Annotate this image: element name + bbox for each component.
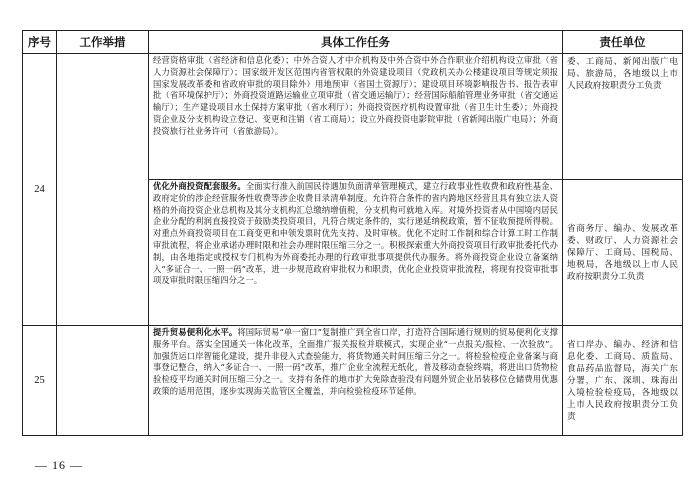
row-task xyxy=(149,180,563,326)
row-number: 24 xyxy=(23,54,57,326)
row-unit: 委、工商局、新闻出版广电局、旅游局，各地级以上市人民政府按职责分工负责 xyxy=(563,54,683,180)
task-title: 提升贸易便利化水平。 xyxy=(153,327,238,337)
header-task: 具体工作任务 xyxy=(149,31,563,54)
page-number: — 16 — xyxy=(35,458,83,472)
header-unit: 责任单位 xyxy=(563,31,683,54)
row-measure xyxy=(57,54,149,326)
task-text: 经营资格审批（省经济和信息化委）；中外合资人才中介机构及中外合资中外合作职业介绍机构设立审批（省人力资源社会保障厅）；国家级开发区范围内省管权限的外资建设项目（党政机关办公楼建设项目等规定须报国家发展改革委和省政府审批的项目除外）用地预审（省国土资源厅）；建设项目环境影响报告书、报告表审批（省环境保护厅）；外商投资道路运输业立项审批（省交通运输厅）；经营国际船舶管理业务审批（省交通运输厅）；生产建设项目水土保持方案审批（省水利厅）；外商投资医疗机构设置审批（省卫生计生委）；外商投资企业及分支机构设立登记、变更和注销（省工商局）；设立外商投资电影院审批（省新闻出版广电局）；外商投资旅行社业务许可（省旅游局）。 xyxy=(153,55,558,136)
task-title: 优化外商投资配套服务。 xyxy=(153,181,246,191)
task-text: 将国际贸易“单一窗口”复制推广到全省口岸，打造符合国际通行规则的贸易便利化支撑服务平台。落实全国通关一体化改革，全面推广报关报检并联模式，实现企业“一点报关/报检、一次验放”。加强货运口岸智能化建设，提升非侵入式查验能力，将货物通关时间压缩三分之一。将检验检疫企业备案与商事登记整合，纳入“多证合一、一照一码”改革，推广企业全流程无纸化，普及移动查验终端，将进出口货物检验检疫平均通关时间压缩三分之一。支持有条件的地市扩大免除查验没有问题外贸企业吊装移位仓储费用优惠政策的适用范围，逐步实现海关监管区全覆盖，并向检验检疫环节延伸。 xyxy=(153,327,558,396)
task-text: 全面实行准入前国民待遇加负面清单管理模式，建立行政事业性收费和政府性基金、政府定价的涉企经营服务性收费等涉企收费目录清单制度。允许符合条件的省内跨地区经营且具有独立法人资格的外商投资企业总机构及其分支机构汇总缴纳增值税，分支机构可就地入库。对境外投资者从中国境内居民企业分配的利润直接投资于鼓励类投资项目，凡符合规定条件的，实行递延纳税政策，暂不征收预提所得税。对重点外商投资项目在工商变更和申领发票时优先支持、及时审核。优化不定时工作制和综合计算工时工作制审批流程，将企业承诺办理时限和社会办理时限压缩三分之一。积极探索重大外商投资项目行政审批委托代办制，由各地指定或授权专门机构为外商委托办理的行政审批事项提供代办服务。将外商投资企业设立备案纳入“多证合一、一照一码”改革，进一步规范政府审批权力和职责，优化企业投资审批流程，将现有投资审批事项及审批时限压缩四分之一。 xyxy=(153,181,558,286)
row-measure xyxy=(57,326,149,436)
table-header-row xyxy=(23,31,683,54)
table-row xyxy=(23,54,683,180)
header-measure: 工作举措 xyxy=(57,31,149,54)
table-row xyxy=(23,326,683,436)
row-task xyxy=(149,326,563,436)
header-number: 序号 xyxy=(23,31,57,54)
row-unit: 省口岸办、编办、经济和信息化委、工商局、质监局、食品药品监督局，海关广东分署，广东、深圳、珠海出入境检验检疫局，各地级以上市人民政府按职责分工负责 xyxy=(563,326,683,436)
row-unit: 省商务厅、编办、发展改革委、财政厅、人力资源社会保障厅、工商局、国税局、地税局，各地级以上市人民政府按职责分工负责 xyxy=(563,180,683,326)
row-task xyxy=(149,54,563,180)
row-number: 25 xyxy=(23,326,57,436)
policy-table xyxy=(22,30,683,436)
